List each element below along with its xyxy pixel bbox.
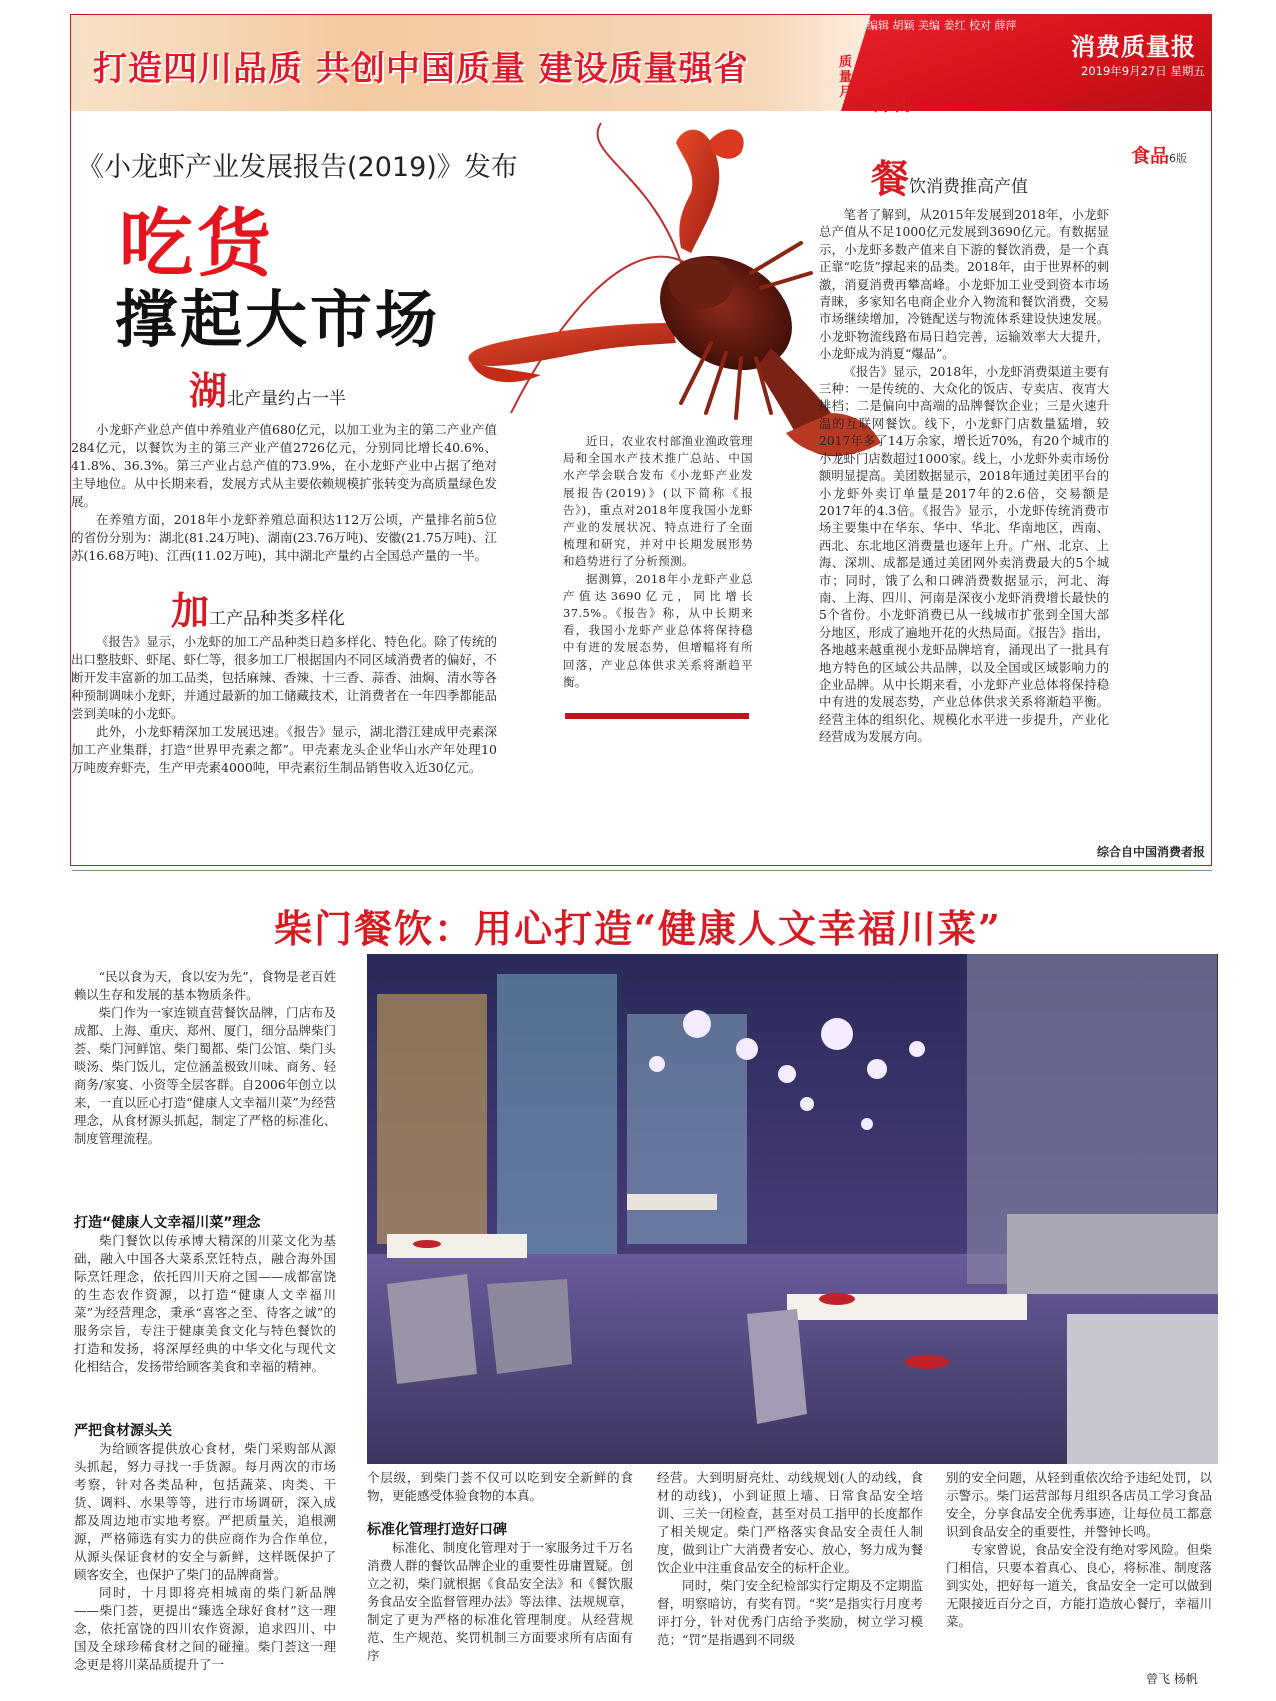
page-number: 6版 — [1169, 152, 1188, 165]
paragraph: 为给顾客提供放心食材，柴门采购部从源头抓起，努力寻找一手货源。每月两次的市场考察，针对各类品种，包括蔬菜、肉类、干货、调料、水果等等，进行市场调研，深入成都及周边地市实地考察。严把质量关，追根溯源，严格筛选有实力的供应商作为合作单位，从源头保证食材的安全与新鲜，这样既保护了顾客安全，也保护了柴门的品牌商誉。 — [74, 1441, 336, 1582]
paragraph: 个层级，到柴门荟不仅可以吃到安全新鲜的食物，更能感受体验食物的本真。 — [367, 1470, 633, 1503]
section-heading-1-rest: 北产量约占一半 — [227, 389, 347, 409]
subhead-3-body — [367, 1539, 633, 1665]
article-2-intro — [74, 968, 336, 1148]
issue-date: 2019年9月27日 星期五 — [1081, 64, 1205, 78]
headline-black: 撑起大市场 — [115, 283, 441, 356]
section-heading-3-rest: 饮消费推高产值 — [909, 177, 1029, 197]
paragraph: 在养殖方面，2018年小龙虾养殖总面积达112万公顷，产量排名前5位的省份分别为：湖北(81.24万吨)、湖南(23.76万吨)、安徽(21.75万吨)、江苏(16.68万吨)、江西(11.02万吨)，其中湖北产量约占全国总产量的一半。 — [71, 512, 497, 563]
section-divider — [72, 870, 1212, 871]
section-1-body — [71, 421, 497, 565]
column-4-text — [946, 1469, 1212, 1631]
paragraph: 此外，小龙虾精深加工发展迅速。《报告》显示，湖北潜江建成甲壳素深加工产业集群，打造“世界甲壳素之都”。甲壳素龙头企业华山水产年处理10万吨废弃虾壳，生产甲壳素4000吨，甲壳素衍生制品销售收入近30亿元。 — [71, 724, 497, 775]
lead-box — [563, 433, 753, 691]
column-2-text — [367, 1469, 633, 1505]
paragraph: 别的安全问题，从轻到重依次给予违纪处罚，以示警示。柴门运营部每月组织各店员工学习食品安全，分享食品安全优秀事迹，让每位员工都意识到食品安全的重要性，并警钟长鸣。 — [946, 1470, 1212, 1539]
feature-box — [70, 14, 1212, 866]
paragraph: 同时，十月即将亮相城南的柴门新品牌——柴门荟，更提出“臻选全球好食材”这一理念，依托富饶的四川农作资源，追求四川、中国及全球珍稀食材之间的碰撞。柴门荟这一理念更是将川菜品质提升了一 — [74, 1585, 336, 1672]
section-heading-2-rest: 工产品种类多样化 — [209, 609, 346, 629]
paragraph: 《报告》显示，小龙虾的加工产品种类日趋多样化、特色化。除了传统的出口整肢虾、虾尾、虾仁等，很多加工厂根据国内不同区域消费者的偏好，不断开发丰富新的加工品类，包括麻辣、香辣、十三香、蒜香、油焖、清水等各种预制调味小龙虾，并通过最新的加工储藏技术，让消费者在一年四季都能品尝到美味的小龙虾。 — [71, 634, 497, 721]
section-heading-1 — [189, 371, 346, 411]
section-2-body — [71, 633, 497, 777]
section-heading-3 — [871, 159, 1028, 199]
paragraph: “民以食为天，食以安为先”，食物是老百姓赖以生存和发展的基本物质条件。 — [74, 970, 336, 1002]
editors-credit: 编辑 胡颖 美编 姜红 校对 薛萍 — [867, 19, 1017, 32]
paragraph: 经营。大到明厨亮灶、动线规划(人的动线，食材的动线)，小到证照上墙、日常食品安全培训、三关一闭检查，甚至对员工指甲的长度都作了相关规定。柴门严格落实食品安全责任人制度，做到让广大消费者安心、放心，努力成为餐饮企业中注重食品安全的标杆企业。 — [657, 1470, 923, 1575]
lead-paragraph: 据测算，2018年小龙虾产业总产值达3690亿元，同比增长37.5%。《报告》称，从中长期来看，我国小龙虾产业总体将保持稳中有进的发展态势，但增幅将有所回落，产业总体供求关系将渐趋平衡。 — [563, 571, 753, 689]
source-credit: 综合自中国消费者报 — [1096, 845, 1205, 859]
section-3-body — [819, 207, 1109, 747]
section-heading-2 — [171, 591, 345, 631]
paragraph: 专家曾说，食品安全没有绝对零风险。但柴门相信，只要本着真心、良心，将标准、制度落到实处，把好每一道关，食品安全一定可以做到无限接近百分之百，方能打造放心餐厅，幸福川菜。 — [946, 1542, 1212, 1629]
section-heading-2-initial: 加 — [171, 589, 210, 633]
paragraph: 标准化、制度化管理对于一家服务过千万名消费人群的餐饮品牌企业的重要性毋庸置疑。创立之初，柴门就根据《食品安全法》和《餐饮服务食品安全监督管理办法》等法律、法规规章，制定了更为严格的标准化管理制度。从经营规范、生产规范、奖罚机制三方面要求所有店面有序 — [367, 1540, 633, 1663]
column-3-text — [657, 1469, 923, 1649]
subhead-1: 打造“健康人文幸福川菜”理念 — [74, 1215, 261, 1231]
subhead-2: 严把食材源头关 — [74, 1423, 172, 1439]
lead-paragraph: 近日，农业农村部渔业渔政管理局和全国水产技术推广总站、中国水产学会联合发布《小龙虾产业发展报告(2019)》(以下简称《报告》)，重点对2018年度我国小龙虾产业的发展状况、特点进行了全面梳理和研究，并对中长期发展形势和趋势进行了分析预测。 — [563, 434, 753, 569]
section-heading-1-initial: 湖 — [189, 369, 228, 413]
article-2-title: 柴门餐饮：用心打造“健康人文幸福川菜” — [274, 906, 1002, 951]
section-heading-3-initial: 餐 — [871, 157, 910, 201]
quality-month-label: 质量月 — [839, 55, 853, 100]
subhead-1-body — [74, 1232, 336, 1376]
paragraph: 柴门餐饮以传承博大精深的川菜文化为基础，融入中国各大菜系烹饪特点，融合海外国际烹饪理念，依托四川天府之国——成都富饶的生态农作资源，以打造“健康人文幸福川菜”为经营理念，秉承“喜客之至、待客之诚”的服务宗旨，专注于健康美食文化与特色餐饮的打造和发扬，将深厚经典的中华文化与现代文化相结合，发扬带给顾客美食和幸福的精神。 — [74, 1233, 336, 1374]
lead-underline — [565, 713, 749, 719]
banner-slogan: 打造四川品质 共创中国质量 建设质量强省 — [93, 49, 749, 89]
subhead-3: 标准化管理打造好口碑 — [367, 1522, 507, 1538]
paragraph: 同时，柴门安全纪检部实行定期及不定期监督，明察暗访，有奖有罚。“奖”是指实行月度考评打分，针对优秀门店给予奖励，树立学习模范；“罚”是指遇到不同级 — [657, 1578, 923, 1647]
paragraph: 柴门作为一家连锁直营餐饮品牌，门店布及成都、上海、重庆、郑州、厦门，细分品牌柴门荟、柴门河鲜馆、柴门蜀都、柴门公馆、柴门头啖汤、柴门饭儿，定位涵盖极致川味、商务、轻商务/家宴、小资等全层客群。自2006年创立以来，一直以匠心打造“健康人文幸福川菜”为经营理念，从食材源头抓起，制定了严格的标准化、制度管理流程。 — [74, 1006, 336, 1146]
paragraph: 笔者了解到，从2015年发展到2018年，小龙虾总产值从不足1000亿元发展到3690亿元。有数据显示，小龙虾多数产值来自下游的餐饮消费，是一个真正靠“吃货”撑起来的品类。2018年，由于世界杯的刺激，消夏消费再攀高峰。小龙虾加工业受到资本市场青睐，多家知名电商企业介入物流和餐饮消费，交易市场继续增加，冷链配送与物流体系建设快速发展。小龙虾物流线路布局日趋完善，运输效率大大提升，小龙虾成为消夏“爆品”。 — [819, 208, 1109, 362]
report-title: 《小龙虾产业发展报告(2019)》发布 — [77, 152, 518, 183]
restaurant-interior-photo — [367, 954, 1218, 1464]
headline-red: 吃货 — [119, 201, 275, 287]
paragraph: 小龙虾产业总产值中养殖业产值680亿元，以加工业为主的第二产业产值284亿元，以餐饮为主的第三产业产值2726亿元，分别同比增长40.6%、41.8%、36.3%。第三产业占总产值的73.9%，在小龙虾产业中占据了绝对主导地位。从中长期来看，发展方式从主要依赖规模扩张转变为高质量绿色发展。 — [71, 422, 497, 509]
article-2-byline: 曾飞 杨帆 — [1146, 1672, 1198, 1686]
newspaper-name: 消费质量报 — [1071, 33, 1196, 61]
section-name: 食品 — [1131, 145, 1170, 167]
special-issue-label: 特刊 — [871, 91, 911, 115]
subhead-2-body — [74, 1440, 336, 1674]
paragraph: 《报告》显示，2018年，小龙虾消费渠道主要有三种：一是传统的、大众化的饭店、专卖店、夜宵大排档；二是偏向中高端的品牌餐饮企业；三是火速升温的互联网餐饮。线下，小龙虾门店数量猛增，较2017年多了14万余家，增长近70%，有20个城市的小龙虾门店数超过1000家。线上，小龙虾外卖市场份额明显提高。美团数据显示，2018年通过美团平台的小龙虾外卖订单量是2017年的2.6倍，交易额是2017年的4.3倍。《报告》显示，小龙虾传统消费市场主要集中在华东、华中、华北、华南地区，西南、西北、东北地区消费量也逐年上升。广州、北京、上海、深圳、成都是通过美团网外卖消费最大的5个城市；同时，饿了么和口碑消费数据显示，河北、海南、上海、四川、河南是深夜小龙虾消费增长最快的5个省份。小龙虾消费已从一线城市扩张到全国大部分地区，形成了遍地开花的火热局面。《报告》指出，各地越来越重视小龙虾品牌培育，涌现出了一批具有地方特色的区域公共品牌，以及全国或区域影响力的企业品牌。从中长期来看，小龙虾产业总体将保持稳中有进的发展态势，产业总体供求关系将渐趋平衡。经营主体的组织化、规模化水平进一步提升，产业化经营成为发展方向。 — [819, 364, 1109, 745]
page-section-label — [1131, 141, 1187, 168]
